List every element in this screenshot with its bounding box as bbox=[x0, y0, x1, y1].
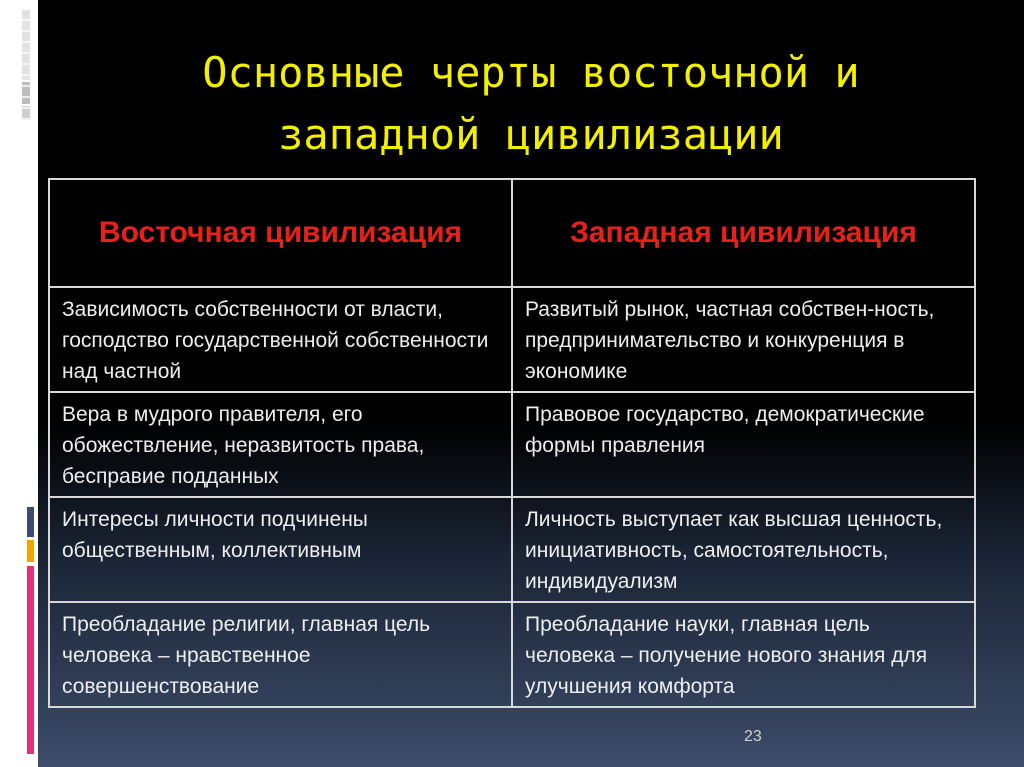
comparison-table bbox=[48, 178, 976, 708]
accent-bar-pink bbox=[27, 566, 34, 754]
table-row bbox=[49, 602, 975, 707]
table-header-row bbox=[49, 179, 975, 287]
table-cell: Вера в мудрого правителя, его обожествление, неразвитость права, бесправие подданных bbox=[49, 392, 512, 497]
table-row bbox=[49, 392, 975, 497]
page-number: 23 bbox=[744, 728, 762, 745]
title-line-2: западной цивилизации bbox=[278, 110, 784, 159]
decor-lines bbox=[22, 10, 30, 120]
left-decoration bbox=[0, 0, 38, 767]
header-eastern: Восточная цивилизация bbox=[49, 179, 512, 287]
table-cell: Зависимость собственности от власти, господство государственной собственности над частной bbox=[49, 287, 512, 392]
accent-bar-orange bbox=[27, 540, 34, 562]
table-cell: Преобладание науки, главная цель человека – получение нового знания для улучшения комфорта bbox=[512, 602, 975, 707]
table-cell: Интересы личности подчинены общественным, коллективным bbox=[49, 497, 512, 602]
slide-title bbox=[38, 42, 1024, 166]
table-row bbox=[49, 287, 975, 392]
table-row bbox=[49, 497, 975, 602]
header-western: Западная цивилизация bbox=[512, 179, 975, 287]
accent-bar-blue bbox=[27, 507, 34, 537]
table-cell: Личность выступает как высшая ценность, инициативность, самостоятельность, индивидуализм bbox=[512, 497, 975, 602]
table-cell: Развитый рынок, частная собствен-ность, предпринимательство и конкуренция в экономике bbox=[512, 287, 975, 392]
table-cell: Правовое государство, демократические формы правления bbox=[512, 392, 975, 497]
title-line-1: Основные черты восточной и bbox=[202, 48, 860, 97]
table-cell: Преобладание религии, главная цель человека – нравственное совершенствование bbox=[49, 602, 512, 707]
